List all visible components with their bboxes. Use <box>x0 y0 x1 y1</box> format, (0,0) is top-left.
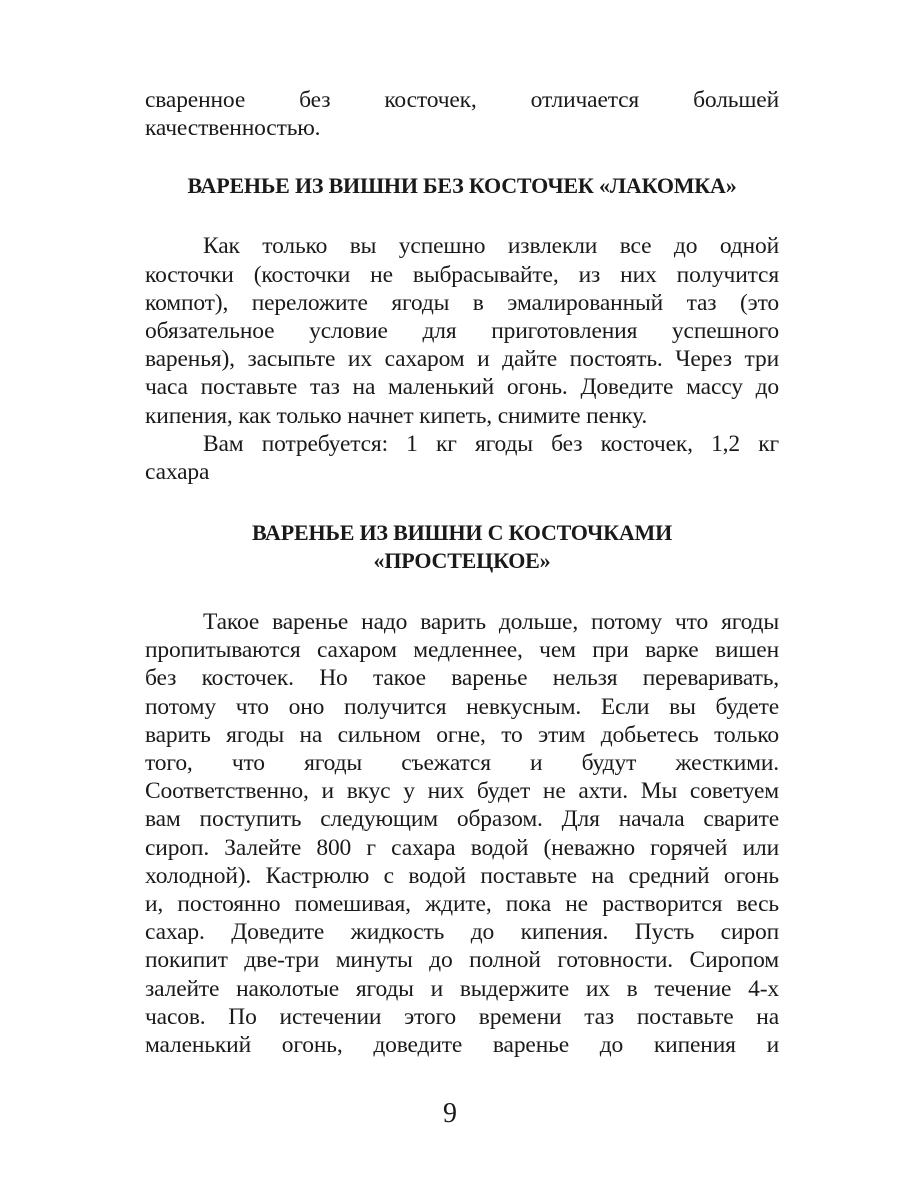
text-line: косточки (косточки не выбрасывайте, из них получится <box>145 261 779 288</box>
text-line: Как только вы успешно извлекли все до одной <box>203 233 779 260</box>
text-line: залейте наколотые ягоды и выдержите их в течение 4-х <box>145 975 779 1002</box>
book-page <box>145 86 779 1059</box>
section-heading-prosteckoe <box>145 519 779 575</box>
text-line: качественностью. <box>145 115 321 142</box>
text-line: кипения, как только начнет кипеть, снимите пенку. <box>145 402 648 429</box>
text-line: покипит две-три минуты до полной готовности. Сиропом <box>145 947 779 974</box>
section1-paragraph-2 <box>145 430 779 486</box>
text-line: часа поставьте таз на маленький огонь. Доведите массу до <box>145 374 779 401</box>
text-line: того, что ягоды съежатся и будут жесткими. <box>145 750 779 776</box>
section-heading-lakomka: ВАРЕНЬЕ ИЗ ВИШНИ БЕЗ КОСТОЧЕК «ЛАКОМКА» <box>187 173 737 199</box>
text-line: обязательное условие для приготовления успешного <box>145 317 779 344</box>
text-line: варить ягоды на сильном огне, то этим добьетесь только <box>145 721 779 748</box>
text-line: потому что оно получится невкусным. Если вы будете <box>145 693 779 720</box>
text-line: пропитываются сахаром медленнее, чем при варке вишен <box>145 637 779 664</box>
text-line: часов. По истечении этого времени таз поставьте на <box>145 1003 779 1030</box>
text-line: холодной). Кастрюлю с водой поставьте на средний огонь <box>145 862 779 889</box>
heading-line: «ПРОСТЕЦКОЕ» <box>373 548 551 574</box>
page-number: 9 <box>443 1098 457 1129</box>
intro-paragraph <box>145 86 779 142</box>
text-line: сахар. Доведите жидкость до кипения. Пусть сироп <box>145 919 779 946</box>
text-line: сваренное без косточек, отличается большей <box>145 87 779 113</box>
section2-paragraph-1 <box>145 608 779 1059</box>
text-line: вам поступить следующим образом. Для начала сварите <box>145 806 779 833</box>
text-line: варенья), засыпьте их сахаром и дайте постоять. Через три <box>145 346 779 373</box>
text-line: маленький огонь, доведите варенье до кипения и <box>145 1031 779 1058</box>
text-line: Соответственно, и вкус у них будет не ахти. Мы советуем <box>145 778 779 805</box>
text-line: и, постоянно помешивая, ждите, пока не растворится весь <box>145 890 779 917</box>
text-line: без косточек. Но такое варенье нельзя переваривать, <box>145 665 779 692</box>
text-line: Вам потребуется: 1 кг ягоды без косточек, 1,2 кг <box>203 430 779 457</box>
section1-paragraph-1 <box>145 232 779 429</box>
text-line: сироп. Залейте 800 г сахара водой (неважно горячей или <box>145 834 779 861</box>
text-line: компот), переложите ягоды в эмалированный таз (это <box>145 289 779 316</box>
heading-line: ВАРЕНЬЕ ИЗ ВИШНИ С КОСТОЧКАМИ <box>251 520 673 546</box>
text-line: сахара <box>145 458 210 485</box>
text-line: Такое варенье надо варить дольше, потому что ягоды <box>203 609 779 636</box>
